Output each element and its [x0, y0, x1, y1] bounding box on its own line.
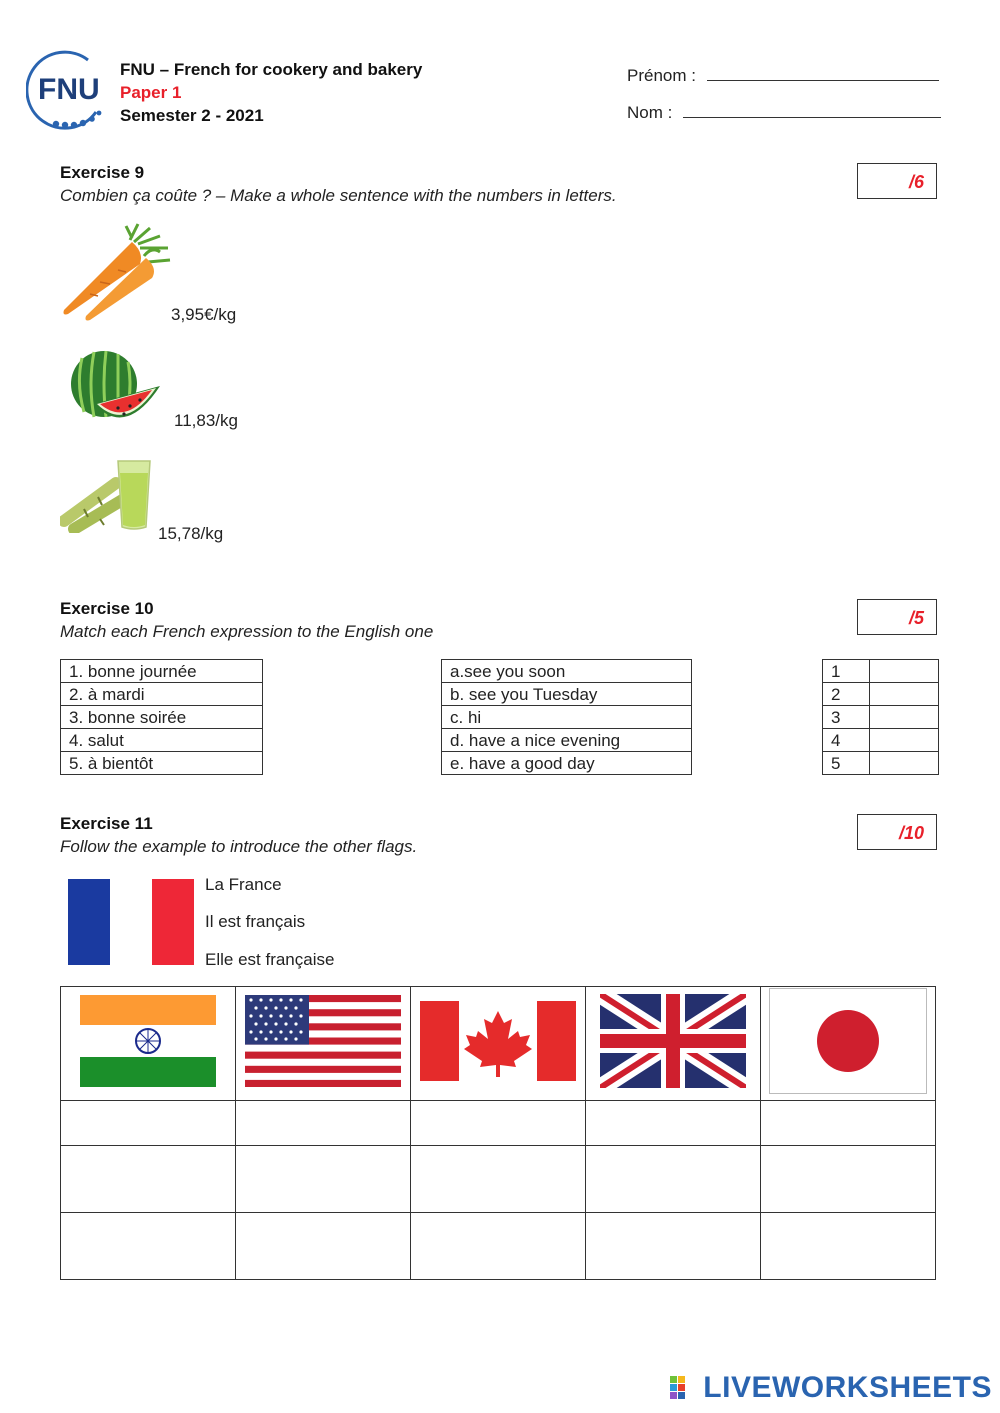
exercise9-instruction: Combien ça coûte ? – Make a whole sentence with the numbers in letters. [60, 186, 617, 205]
answer-cell[interactable] [586, 1101, 761, 1146]
table-row [823, 729, 939, 752]
table-row [823, 683, 939, 706]
english-expressions-table [441, 659, 692, 775]
sugarcane-juice-image [60, 457, 158, 533]
answer-table [822, 659, 939, 775]
carrots-image [60, 222, 172, 322]
table-row [823, 660, 939, 683]
answer-cell[interactable] [236, 1146, 411, 1213]
answer-cell[interactable] [236, 1101, 411, 1146]
answer-cell[interactable] [870, 683, 939, 706]
liveworksheets-icon [670, 1376, 694, 1400]
answer-cell[interactable] [870, 660, 939, 683]
example-feminine: Elle est française [205, 950, 335, 969]
answer-cell[interactable] [411, 1146, 586, 1213]
french-expression: 1. bonne journée [61, 660, 263, 683]
liveworksheets-brand: LIVEWORKSHEETS [703, 1371, 992, 1404]
table-row [61, 752, 263, 775]
table-row [442, 752, 692, 775]
table-row [61, 683, 263, 706]
exercise10-instruction: Match each French expression to the English one [60, 622, 434, 641]
answer-row [61, 1146, 936, 1213]
answer-cell[interactable] [870, 706, 939, 729]
india-flag [80, 995, 216, 1087]
english-expression: a.see you soon [442, 660, 692, 683]
fnu-logo [26, 46, 116, 132]
flags-table [60, 986, 936, 1280]
nom-input-line[interactable] [683, 103, 941, 118]
table-row [61, 706, 263, 729]
semester-label: Semester 2 - 2021 [120, 106, 264, 125]
prenom-input-line[interactable] [707, 66, 939, 81]
french-expression: 4. salut [61, 729, 263, 752]
usa-flag [245, 995, 401, 1087]
exercise9-score-box: /6 [857, 163, 937, 199]
table-row [823, 706, 939, 729]
example-country: La France [205, 875, 282, 894]
table-row [442, 706, 692, 729]
nom-row [627, 103, 941, 123]
answer-cell[interactable] [236, 1213, 411, 1280]
answer-cell[interactable] [870, 729, 939, 752]
french-expression: 2. à mardi [61, 683, 263, 706]
sugarcane-price: 15,78/kg [158, 524, 224, 543]
answer-cell[interactable] [586, 1213, 761, 1280]
flag-cell [236, 987, 411, 1101]
flag-cell [61, 987, 236, 1101]
answer-row [61, 1101, 936, 1146]
course-title: FNU – French for cookery and bakery [120, 60, 423, 79]
watermelon-image [60, 346, 164, 430]
flag-cell [586, 987, 761, 1101]
flag-cell [411, 987, 586, 1101]
answer-number: 5 [823, 752, 870, 775]
table-row [442, 660, 692, 683]
example-masculine: Il est français [205, 912, 306, 931]
france-flag [68, 879, 194, 965]
answer-row [61, 1213, 936, 1280]
exercise10-score-box: /5 [857, 599, 937, 635]
exercise11-instruction: Follow the example to introduce the other flags. [60, 837, 418, 856]
answer-cell[interactable] [586, 1146, 761, 1213]
english-expression: c. hi [442, 706, 692, 729]
french-expression: 5. à bientôt [61, 752, 263, 775]
answer-cell[interactable] [761, 1213, 936, 1280]
exercise11-score-box: /10 [857, 814, 937, 850]
canada-flag [420, 1001, 576, 1081]
flags-row [61, 987, 936, 1101]
prenom-label: Prénom : [627, 66, 696, 85]
answer-cell[interactable] [761, 1101, 936, 1146]
table-row [442, 729, 692, 752]
flag-cell [761, 987, 936, 1101]
answer-cell[interactable] [61, 1101, 236, 1146]
answer-cell[interactable] [870, 752, 939, 775]
table-row [442, 683, 692, 706]
answer-number: 2 [823, 683, 870, 706]
exercise11-title: Exercise 11 [60, 814, 153, 833]
answer-cell[interactable] [411, 1213, 586, 1280]
french-expressions-table [60, 659, 263, 775]
table-row [823, 752, 939, 775]
table-row [61, 729, 263, 752]
english-expression: b. see you Tuesday [442, 683, 692, 706]
english-expression: e. have a good day [442, 752, 692, 775]
watermelon-price: 11,83/kg [174, 411, 238, 430]
answer-cell[interactable] [61, 1213, 236, 1280]
liveworksheets-logo[interactable] [670, 1371, 992, 1405]
logo-text: FNU [38, 73, 100, 106]
answer-cell[interactable] [761, 1146, 936, 1213]
table-row [61, 660, 263, 683]
carrot-price: 3,95€/kg [171, 305, 237, 324]
answer-number: 4 [823, 729, 870, 752]
exercise10-title: Exercise 10 [60, 599, 154, 618]
answer-number: 3 [823, 706, 870, 729]
english-expression: d. have a nice evening [442, 729, 692, 752]
answer-cell[interactable] [61, 1146, 236, 1213]
nom-label: Nom : [627, 103, 673, 122]
prenom-row [627, 66, 939, 86]
exercise9-title: Exercise 9 [60, 163, 145, 182]
paper-label: Paper 1 [120, 83, 182, 102]
japan-flag [769, 988, 927, 1094]
answer-number: 1 [823, 660, 870, 683]
french-expression: 3. bonne soirée [61, 706, 263, 729]
answer-cell[interactable] [411, 1101, 586, 1146]
uk-flag [600, 994, 746, 1088]
